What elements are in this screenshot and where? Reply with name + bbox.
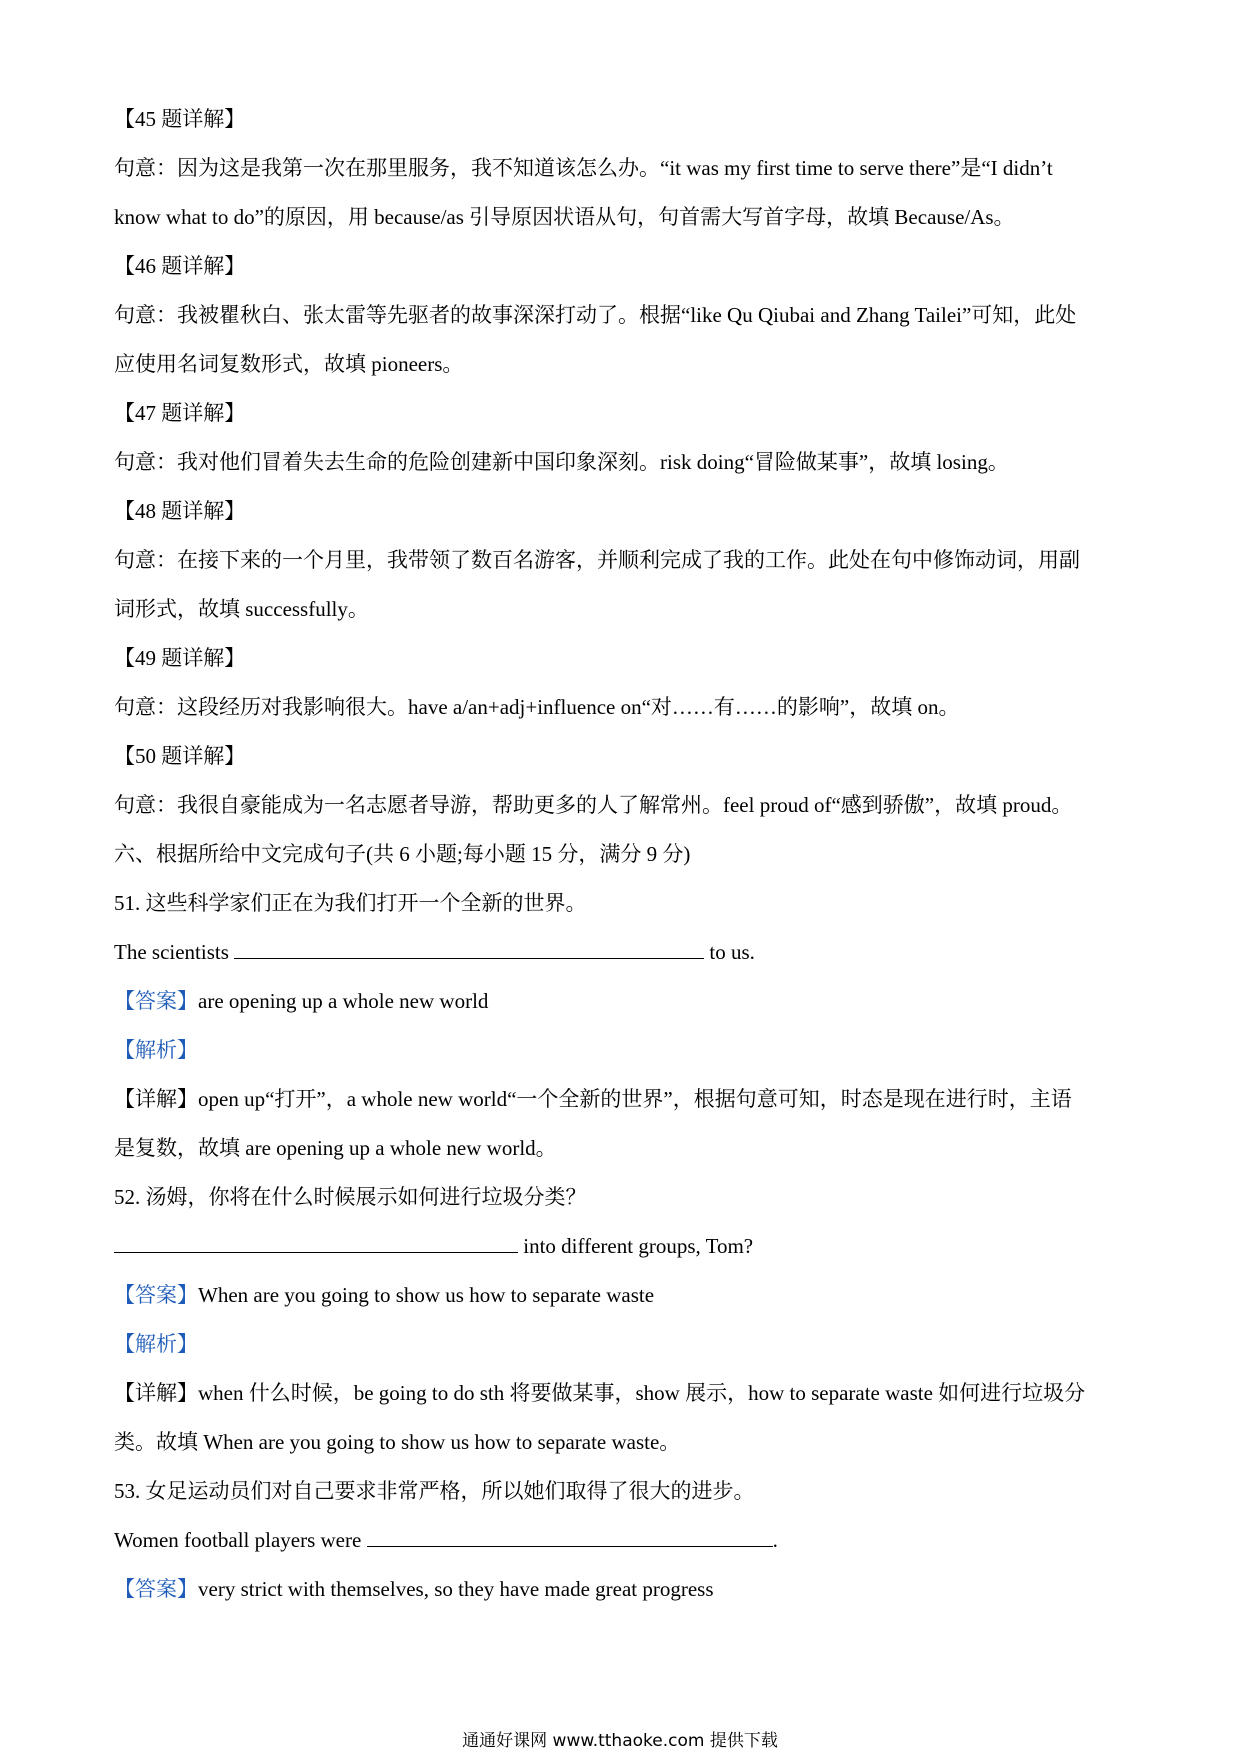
q52-detail-line-1 (114, 1378, 1134, 1408)
q51-detail-line-2: 是复数，故填 are opening up a whole new world。 (114, 1136, 557, 1160)
q51-prompt: 51. 这些科学家们正在为我们打开一个全新的世界。 (114, 891, 587, 915)
q52-answer-text: When are you going to show us how to separate waste (198, 1283, 655, 1307)
q52-sentence (114, 1231, 1134, 1261)
q45-line-2: know what to do”的原因，用 because/as 引导原因状语从句，句首需大写首字母，故填 Because/As。 (114, 205, 1015, 229)
q52-blank[interactable] (114, 1232, 518, 1253)
q49-header: 【49 题详解】 (114, 646, 246, 670)
q52-answer-label: 【答案】 (114, 1283, 198, 1307)
q53-answer-text: very strict with themselves, so they have made great progress (198, 1577, 714, 1601)
section-6-title: 六、根据所给中文完成句子(共 6 小题;每小题 15 分，满分 9 分) (114, 842, 691, 866)
q46-header: 【46 题详解】 (114, 254, 246, 278)
q52-detail-text-1: when 什么时候，be going to do sth 将要做某事，show 展示，how to separate waste 如何进行垃圾分 (198, 1381, 1086, 1405)
q52-answer (114, 1280, 1134, 1310)
q52-analysis (114, 1329, 1134, 1359)
q50-line-1: 句意：我很自豪能成为一名志愿者导游，帮助更多的人了解常州。feel proud of“感到骄傲”，故填 proud。 (114, 793, 1073, 817)
q45-line-1: 句意：因为这是我第一次在那里服务，我不知道该怎么办。“it was my first time to serve there”是“I didn’t (114, 156, 1053, 180)
q53-answer-label: 【答案】 (114, 1577, 198, 1601)
q51-analysis (114, 1035, 1134, 1065)
q53-sentence (114, 1525, 1134, 1555)
q51-analysis-label: 【解析】 (114, 1038, 198, 1062)
q53-sentence-after: . (772, 1528, 778, 1552)
q47-line-1: 句意：我对他们冒着失去生命的危险创建新中国印象深刻。risk doing“冒险做某事”，故填 losing。 (114, 450, 1009, 474)
q51-detail-text-1: open up“打开”，a whole new world“一个全新的世界”，根据句意可知，时态是现在进行时，主语 (198, 1087, 1072, 1111)
q51-blank[interactable] (234, 938, 704, 959)
q51-detail-label: 【详解】 (114, 1087, 198, 1111)
q52-detail-label: 【详解】 (114, 1381, 198, 1405)
q47-header: 【47 题详解】 (114, 401, 246, 425)
q52-sentence-after: into different groups, Tom? (518, 1234, 754, 1258)
q53-answer (114, 1574, 1134, 1604)
q46-line-2: 应使用名词复数形式，故填 pioneers。 (114, 352, 464, 376)
q51-sentence-before: The scientists (114, 940, 235, 964)
q53-blank[interactable] (367, 1526, 773, 1547)
q53-prompt: 53. 女足运动员们对自己要求非常严格，所以她们取得了很大的进步。 (114, 1479, 755, 1503)
q51-answer-label: 【答案】 (114, 989, 198, 1013)
q52-detail-line-2: 类。故填 When are you going to show us how to separate waste。 (114, 1430, 681, 1454)
q48-line-2: 词形式，故填 successfully。 (114, 597, 369, 621)
q48-line-1: 句意：在接下来的一个月里，我带领了数百名游客，并顺利完成了我的工作。此处在句中修饰动词，用副 (114, 548, 1080, 572)
q52-prompt: 52. 汤姆，你将在什么时候展示如何进行垃圾分类？ (114, 1185, 587, 1209)
q48-header: 【48 题详解】 (114, 499, 246, 523)
q51-sentence-after: to us. (704, 940, 755, 964)
q51-answer (114, 986, 1134, 1016)
q51-sentence (114, 937, 1134, 967)
q51-answer-text: are opening up a whole new world (198, 989, 489, 1013)
q51-detail-line-1 (114, 1084, 1134, 1114)
q50-header: 【50 题详解】 (114, 744, 246, 768)
q53-sentence-before: Women football players were (114, 1528, 367, 1552)
q46-line-1: 句意：我被瞿秋白、张太雷等先驱者的故事深深打动了。根据“like Qu Qiubai and Zhang Tailei”可知，此处 (114, 303, 1077, 327)
page-footer: 通通好课网 www.tthaoke.com 提供下载 (462, 1731, 778, 1751)
q49-line-1: 句意：这段经历对我影响很大。have a/an+adj+influence on“对……有……的影响”，故填 on。 (114, 695, 960, 719)
q52-analysis-label: 【解析】 (114, 1332, 198, 1356)
q45-header: 【45 题详解】 (114, 107, 246, 131)
